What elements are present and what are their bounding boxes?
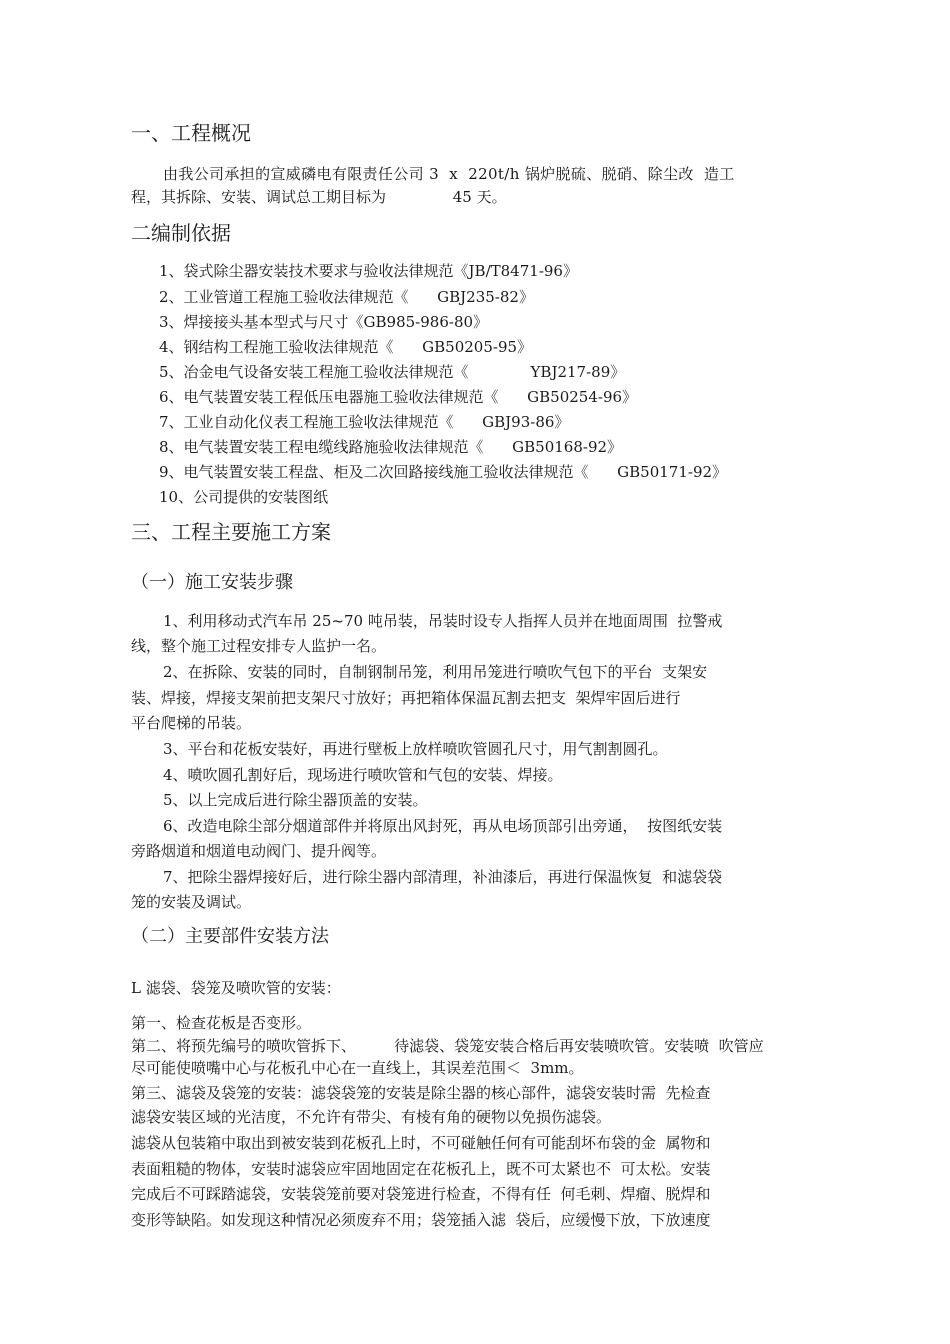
steps-line-11: 7、把除尘器焊接好后，进行除尘器内部清理，补油漆后，再进行保温恢复 和滤袋袋 xyxy=(163,868,723,886)
steps-line-7: 4、喷吹圆孔割好后，现场进行喷吹管和气包的安装、焊接。 xyxy=(163,766,563,784)
subsection-heading-methods: （二）主要部件安装方法 xyxy=(131,926,329,947)
basis-item-1: 1、袋式除尘器安装技术要求与验收法律规范《JB/T8471-96》 xyxy=(159,262,578,280)
steps-line-1: 1、利用移动式汽车吊 25~70 吨吊装，吊装时设专人指挥人员并在地面周围 拉警戒 xyxy=(163,612,723,630)
steps-line-8: 5、以上完成后进行除尘器顶盖的安装。 xyxy=(163,791,428,809)
methods-line-4: 尽可能使喷嘴中心与花板孔中心在一直线上，其误差范围＜ 3mm。 xyxy=(131,1059,584,1077)
methods-line-1: L 滤袋、袋笼及喷吹管的安装： xyxy=(131,979,341,997)
basis-item-5: 5、冶金电气设备安装工程施工验收法律规范《 YBJ217-89》 xyxy=(159,363,626,381)
methods-line-8: 表面粗糙的物体，安装时滤袋应牢固地固定在花板孔上，既不可太紧也不 可太松。安装 xyxy=(131,1160,711,1178)
overview-line-2: 程，其拆除、安装、调试总工期目标为 45 天。 xyxy=(131,188,507,206)
methods-line-9: 完成后不可踩踏滤袋，安装袋笼前要对袋笼进行检查，不得有任 何毛刺、焊瘤、脱焊和 xyxy=(131,1185,711,1203)
steps-line-6: 3、平台和花板安装好，再进行壁板上放样喷吹管圆孔尺寸，用气割割圆孔。 xyxy=(163,740,668,758)
steps-line-4: 装、焊接，焊接支架前把支架尺寸放好；再把箱体保温瓦割去把支 架焊牢固后进行 xyxy=(131,689,681,707)
steps-line-12: 笼的安装及调试。 xyxy=(131,893,252,911)
section-heading-overview: 一、工程概况 xyxy=(131,121,251,145)
methods-line-3: 第二、将预先编号的喷吹管拆下、 待滤袋、袋笼安装合格后再安装喷吹管。安装喷 吹管应 xyxy=(131,1037,764,1055)
steps-line-9: 6、改造电除尘部分烟道部件并将原出风封死，再从电场顶部引出旁通， 按图纸安装 xyxy=(163,817,723,835)
section-heading-basis: 二编制依据 xyxy=(131,221,231,245)
steps-line-10: 旁路烟道和烟道电动阀门、提升阀等。 xyxy=(131,842,387,860)
basis-item-7: 7、工业自动化仪表工程施工验收法律规范《 GBJ93-86》 xyxy=(159,413,570,431)
overview-line-1: 由我公司承担的宣威磷电有限责任公司 3 x 220t/h 锅炉脱硫、脱硝、除尘改 造工 xyxy=(163,165,735,183)
basis-item-2: 2、工业管道工程施工验收法律规范《 GBJ235-82》 xyxy=(159,288,534,306)
basis-item-6: 6、电气装置安装工程低压电器施工验收法律规范《 GB50254-96》 xyxy=(159,388,638,406)
steps-line-3: 2、在拆除、安装的同时，自制钢制吊笼，利用吊笼进行喷吹气包下的平台 支架安 xyxy=(163,663,708,681)
section-heading-main-plan: 三、工程主要施工方案 xyxy=(131,520,331,544)
methods-line-5: 第三、滤袋及袋笼的安装：滤袋袋笼的安装是除尘器的核心部件，滤袋安装时需 先检查 xyxy=(131,1084,711,1102)
basis-item-10: 10、公司提供的安装图纸 xyxy=(159,488,329,506)
methods-line-10: 变形等缺陷。如发现这种情况必须废弃不用；袋笼插入滤 袋后，应缓慢下放，下放速度 xyxy=(131,1211,711,1229)
basis-item-3: 3、焊接接头基本型式与尺寸《GB985-986-80》 xyxy=(159,313,489,331)
basis-item-9: 9、电气装置安装工程盘、柜及二次回路接线施工验收法律规范《 GB50171-92》 xyxy=(159,463,728,481)
methods-line-7: 滤袋从包装箱中取出到被安装到花板孔上时，不可碰触任何有可能刮坏布袋的金 属物和 xyxy=(131,1134,711,1152)
subsection-heading-steps: （一）施工安装步骤 xyxy=(131,572,293,593)
basis-item-4: 4、钢结构工程施工验收法律规范《 GB50205-95》 xyxy=(159,338,533,356)
methods-line-2: 第一、检查花板是否变形。 xyxy=(131,1014,312,1032)
steps-line-5: 平台爬梯的吊装。 xyxy=(131,714,252,732)
basis-item-8: 8、电气装置安装工程电缆线路施验收法律规范《 GB50168-92》 xyxy=(159,438,623,456)
methods-line-6: 滤袋安装区域的光洁度，不允许有带尖、有棱有角的硬物以免损伤滤袋。 xyxy=(131,1108,612,1126)
steps-line-2: 线，整个施工过程安排专人监护一名。 xyxy=(131,637,387,655)
